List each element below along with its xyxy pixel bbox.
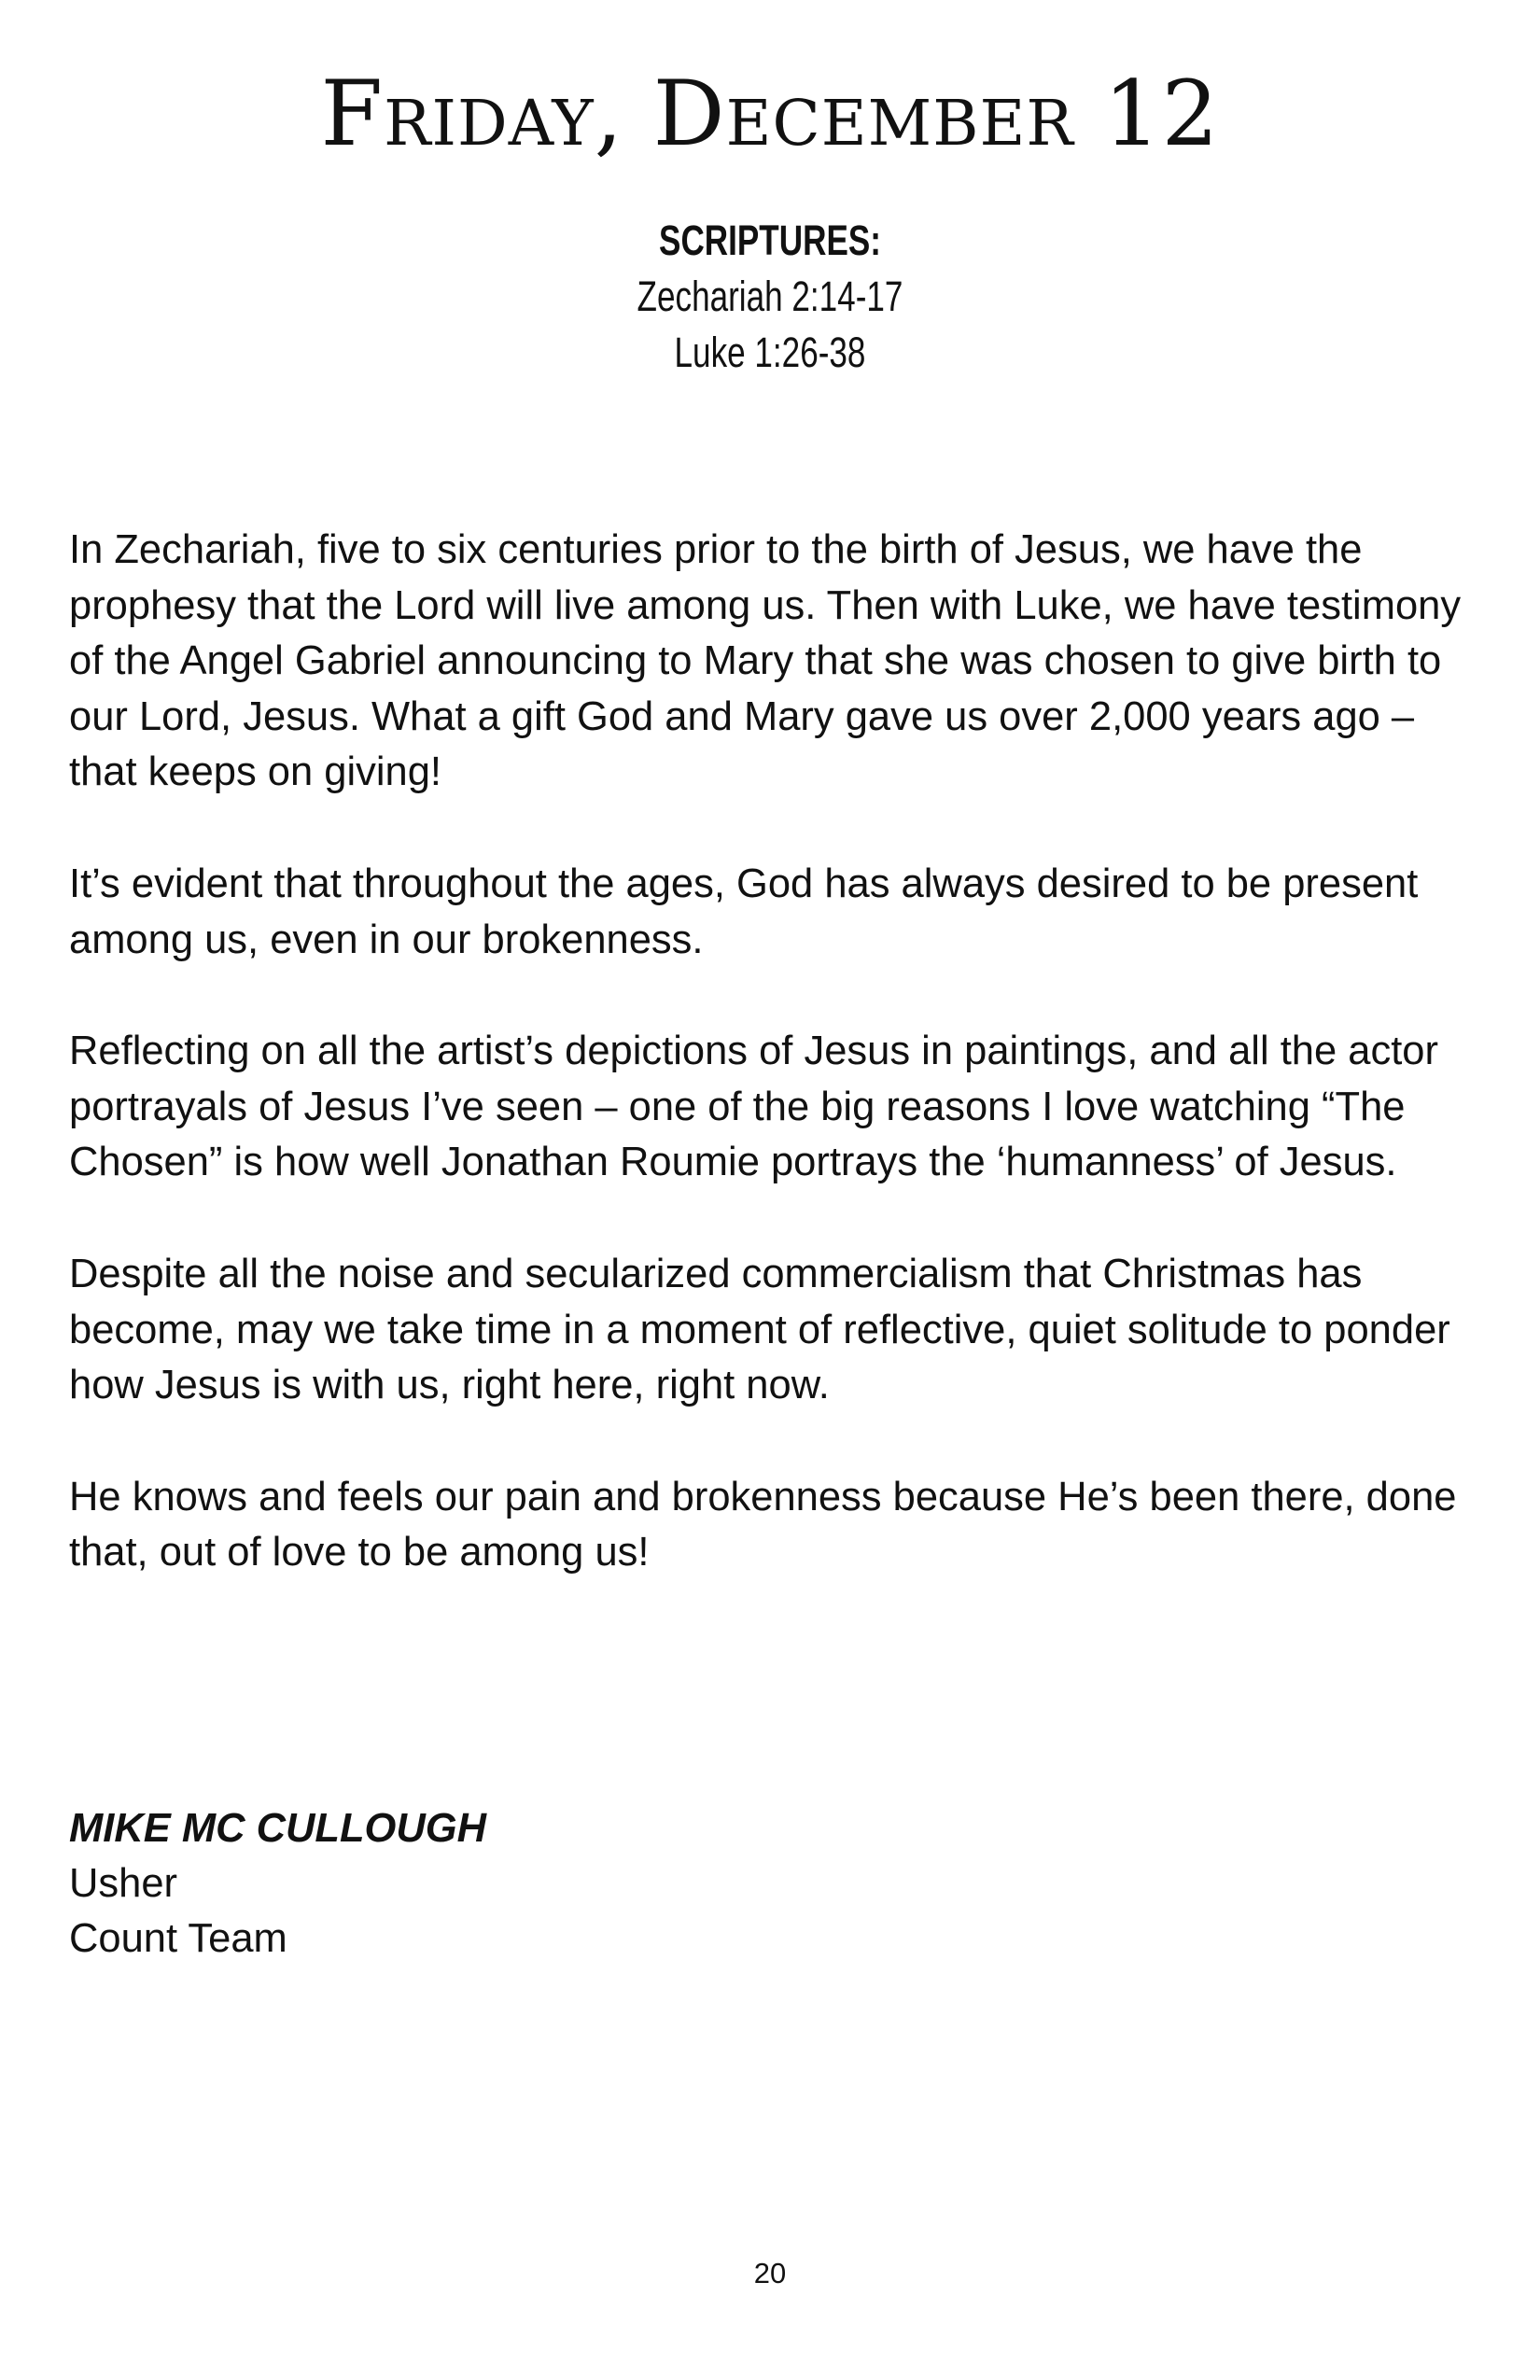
body-paragraph: Reflecting on all the artist’s depictions of Jesus in paintings, and all the actor portrayals of Jesus I’ve seen – one of the big reasons I love watching “The Chosen” is how well Jonathan Roumie portrays the ‘humanness’ of Jesus. xyxy=(69,1029,1438,1185)
scriptures-block xyxy=(170,213,1371,381)
reflection-body xyxy=(69,523,1469,1637)
author-name: MIKE MC CULLOUGH xyxy=(69,1806,487,1851)
body-paragraph: In Zechariah, five to six centuries prior to the birth of Jesus, we have the prophesy that the Lord will live among us. Then with Luke, we have testimony of the Angel Gabriel announcing to Mary that she was chosen to give birth to our Lord, Jesus. What a gift God and Mary gave us over 2,000 years ago – that keeps on giving! xyxy=(69,527,1462,795)
author-role: Usher xyxy=(69,1861,178,1906)
scripture-reference: Zechariah 2:14-17 xyxy=(637,273,903,320)
body-paragraph: It’s evident that throughout the ages, God has always desired to be present among us, even in our brokenness. xyxy=(69,861,1419,962)
page-title: Friday, December 12 xyxy=(320,62,1220,166)
scriptures-heading: SCRIPTURES: xyxy=(659,217,881,264)
author-role: Count Team xyxy=(69,1916,287,1961)
body-paragraph: Despite all the noise and secularized commercialism that Christmas has become, may we take time in a moment of reflective, quiet solitude to ponder how Jesus is with us, right here, right now. xyxy=(69,1251,1450,1408)
scripture-reference: Luke 1:26-38 xyxy=(674,329,866,376)
author-signature xyxy=(69,1801,1002,1967)
page-number: 20 xyxy=(753,2257,787,2289)
body-paragraph: He knows and feels our pain and brokenness because He’s been there, done that, out of love to be among us! xyxy=(69,1474,1457,1575)
